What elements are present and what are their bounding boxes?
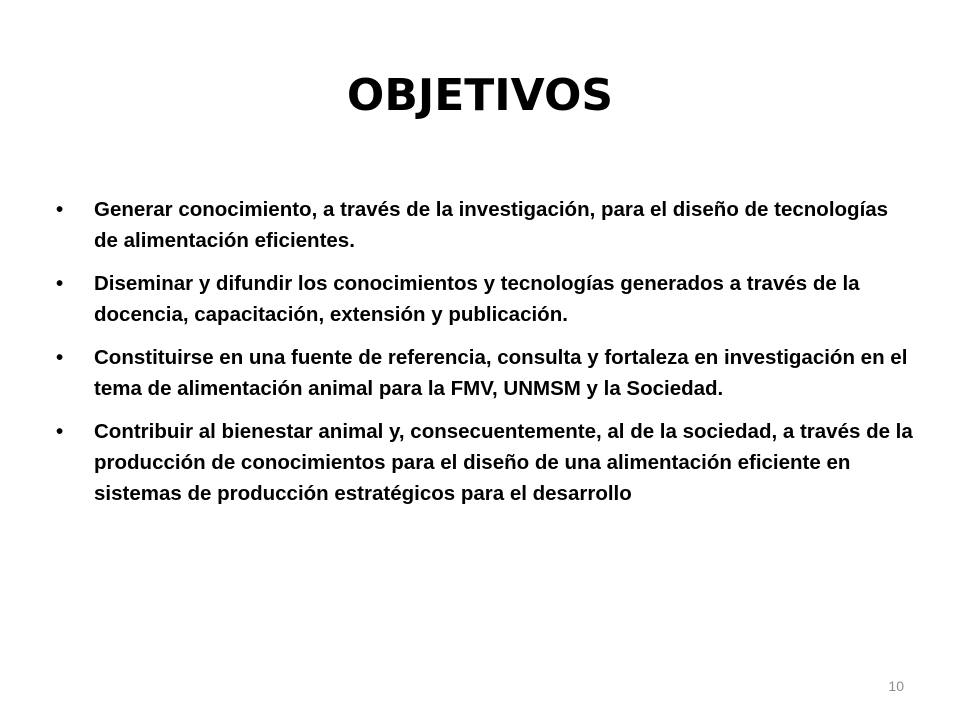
bullet-icon: • [56,272,64,295]
page-number: 10 [888,678,904,694]
bullet-icon: • [56,420,64,443]
bullet-icon: • [56,346,64,369]
bullet-text: Generar conocimiento, a través de la investigación, para el diseño de tecnologías de alimentación eficientes. [94,198,889,252]
list-item [56,268,916,330]
list-item [56,194,916,256]
bullet-icon: • [56,198,64,221]
list-item [56,342,916,404]
bullet-text: Contribuir al bienestar animal y, consecuentemente, al de la sociedad, a través de la producción de conocimientos para el diseño de una alimentación eficiente en sistemas de producción estratégicos para el desarrollo [94,420,913,505]
bullet-text: Diseminar y difundir los conocimientos y tecnologías generados a través de la docencia, capacitación, extensión y publicación. [94,272,860,326]
objectives-list [56,194,916,521]
list-item [56,416,916,509]
slide-title: OBJETIVOS [346,70,614,121]
bullet-text: Constituirse en una fuente de referencia, consulta y fortaleza en investigación en el tema de alimentación animal para la FMV, UNMSM y la Sociedad. [94,346,908,400]
